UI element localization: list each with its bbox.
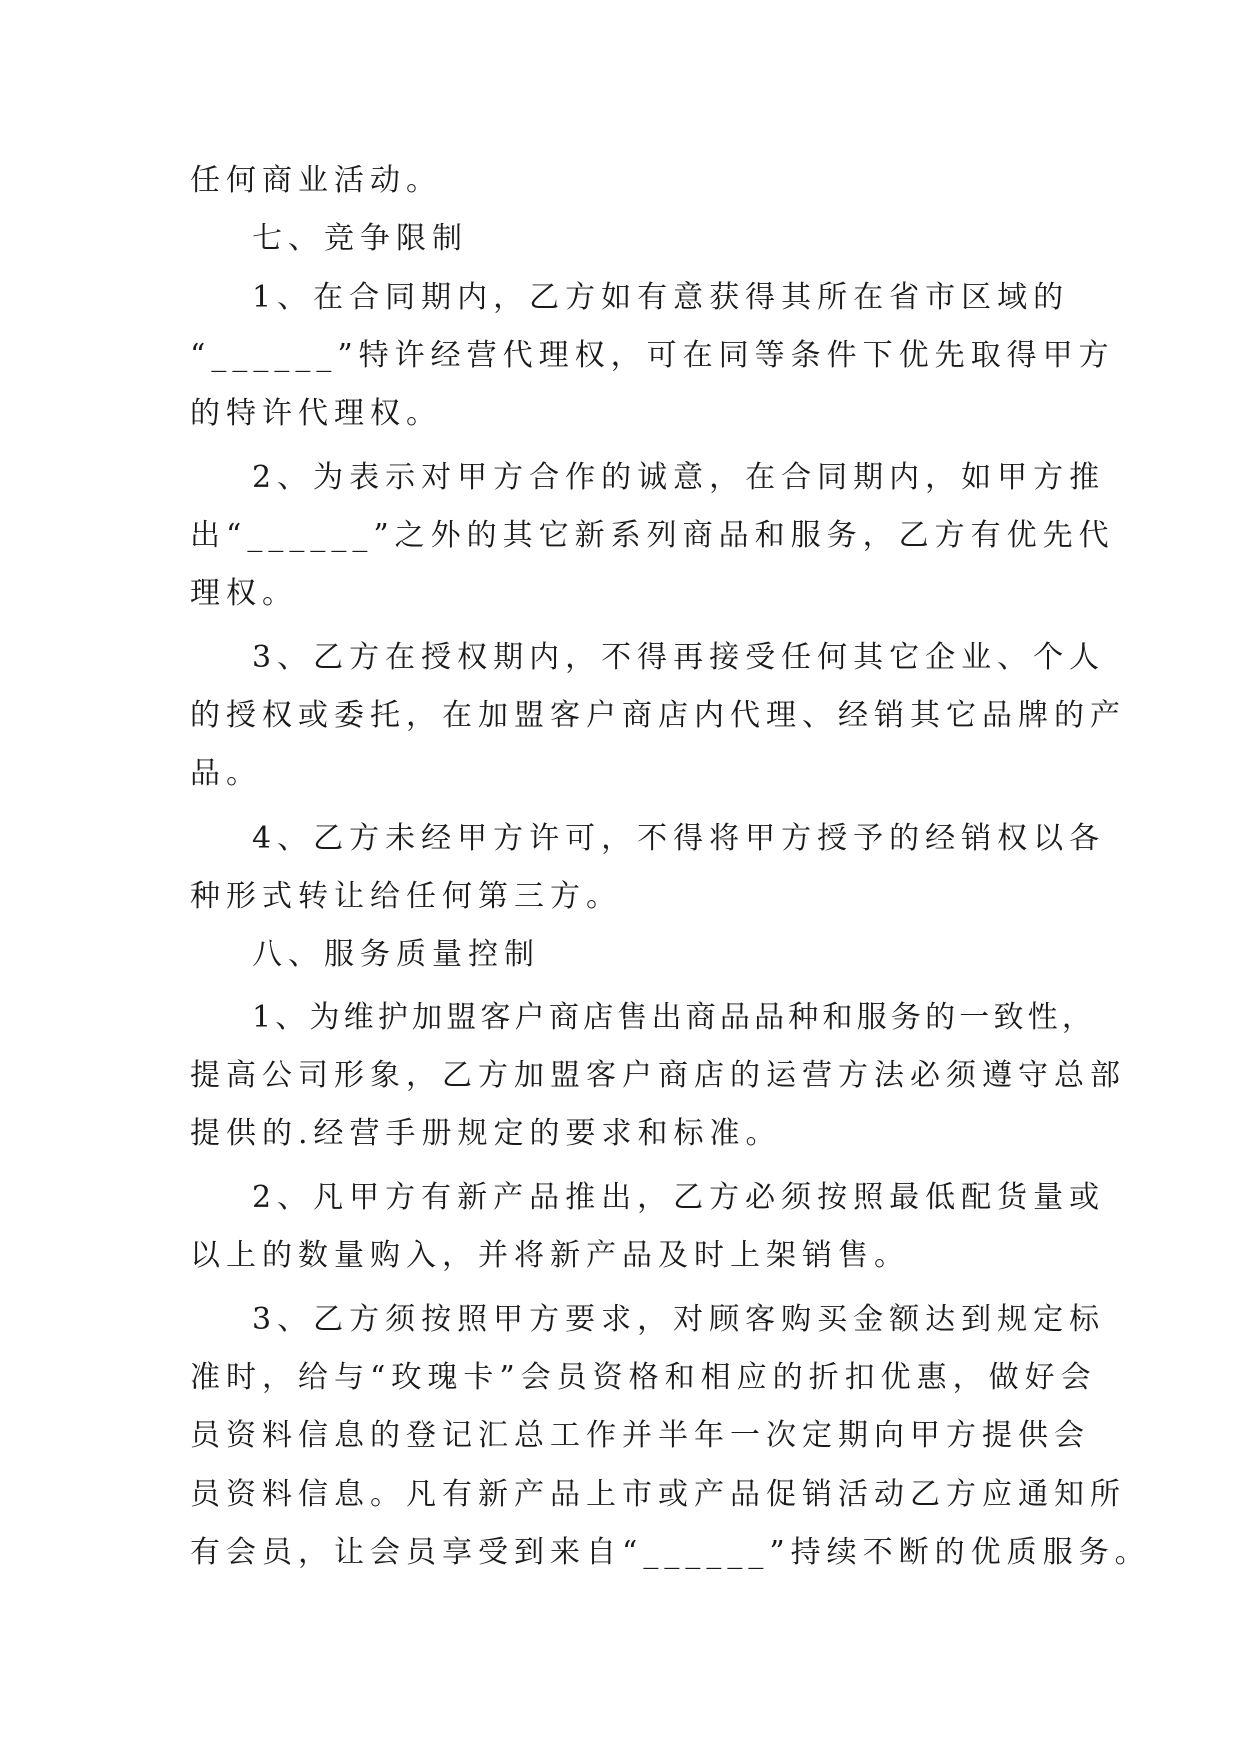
paragraph-line: 的特许代理权。 [190, 396, 442, 431]
paragraph-line: 2、为表示对甲方合作的诚意，在合同期内，如甲方推 [252, 460, 1106, 495]
paragraph-line: 3、乙方须按照甲方要求，对顾客购买金额达到规定标 [252, 1302, 1106, 1337]
paragraph-line: 提供的.经营手册规定的要求和标准。 [190, 1116, 782, 1151]
section-heading-service-quality: 八、服务质量控制 [252, 937, 540, 972]
paragraph-line: 的授权或委托，在加盟客户商店内代理、经销其它品牌的产 [190, 698, 1126, 733]
paragraph-line: 出“______”之外的其它新系列商品和服务，乙方有优先代 [190, 518, 1115, 553]
paragraph-line: 提高公司形象，乙方加盟客户商店的运营方法必须遵守总部 [190, 1058, 1126, 1093]
paragraph-line: 任何商业活动。 [190, 163, 442, 198]
paragraph-line: 种形式转让给任何第三方。 [190, 879, 622, 914]
paragraph-line: 员资料信息。凡有新产品上市或产品促销活动乙方应通知所 [190, 1477, 1126, 1512]
paragraph-line: 理权。 [190, 576, 298, 611]
paragraph-line: “______”特许经营代理权，可在同等条件下优先取得甲方 [190, 338, 1115, 373]
paragraph-line: 4、乙方未经甲方许可，不得将甲方授予的经销权以各 [252, 821, 1106, 856]
paragraph-line: 1、为维护加盟客户商店售出商品品种和服务的一致性， [252, 1000, 1097, 1035]
paragraph-line: 1、在合同期内，乙方如有意获得其所在省市区域的 [252, 280, 1070, 315]
section-heading-competition-restriction: 七、竞争限制 [252, 221, 468, 256]
paragraph-line: 有会员，让会员享受到来自“______”持续不断的优质服务。 [190, 1535, 1151, 1570]
paragraph-line: 3、乙方在授权期内，不得再接受任何其它企业、个人 [252, 640, 1106, 675]
paragraph-line: 以上的数量购入，并将新产品及时上架销售。 [190, 1238, 910, 1273]
paragraph-line: 准时，给与“玫瑰卡”会员资格和相应的折扣优惠，做好会 [190, 1360, 1097, 1395]
paragraph-line: 品。 [190, 756, 262, 791]
paragraph-line: 2、凡甲方有新产品推出，乙方必须按照最低配货量或 [252, 1180, 1106, 1215]
paragraph-line: 员资料信息的登记汇总工作并半年一次定期向甲方提供会 [190, 1418, 1090, 1453]
